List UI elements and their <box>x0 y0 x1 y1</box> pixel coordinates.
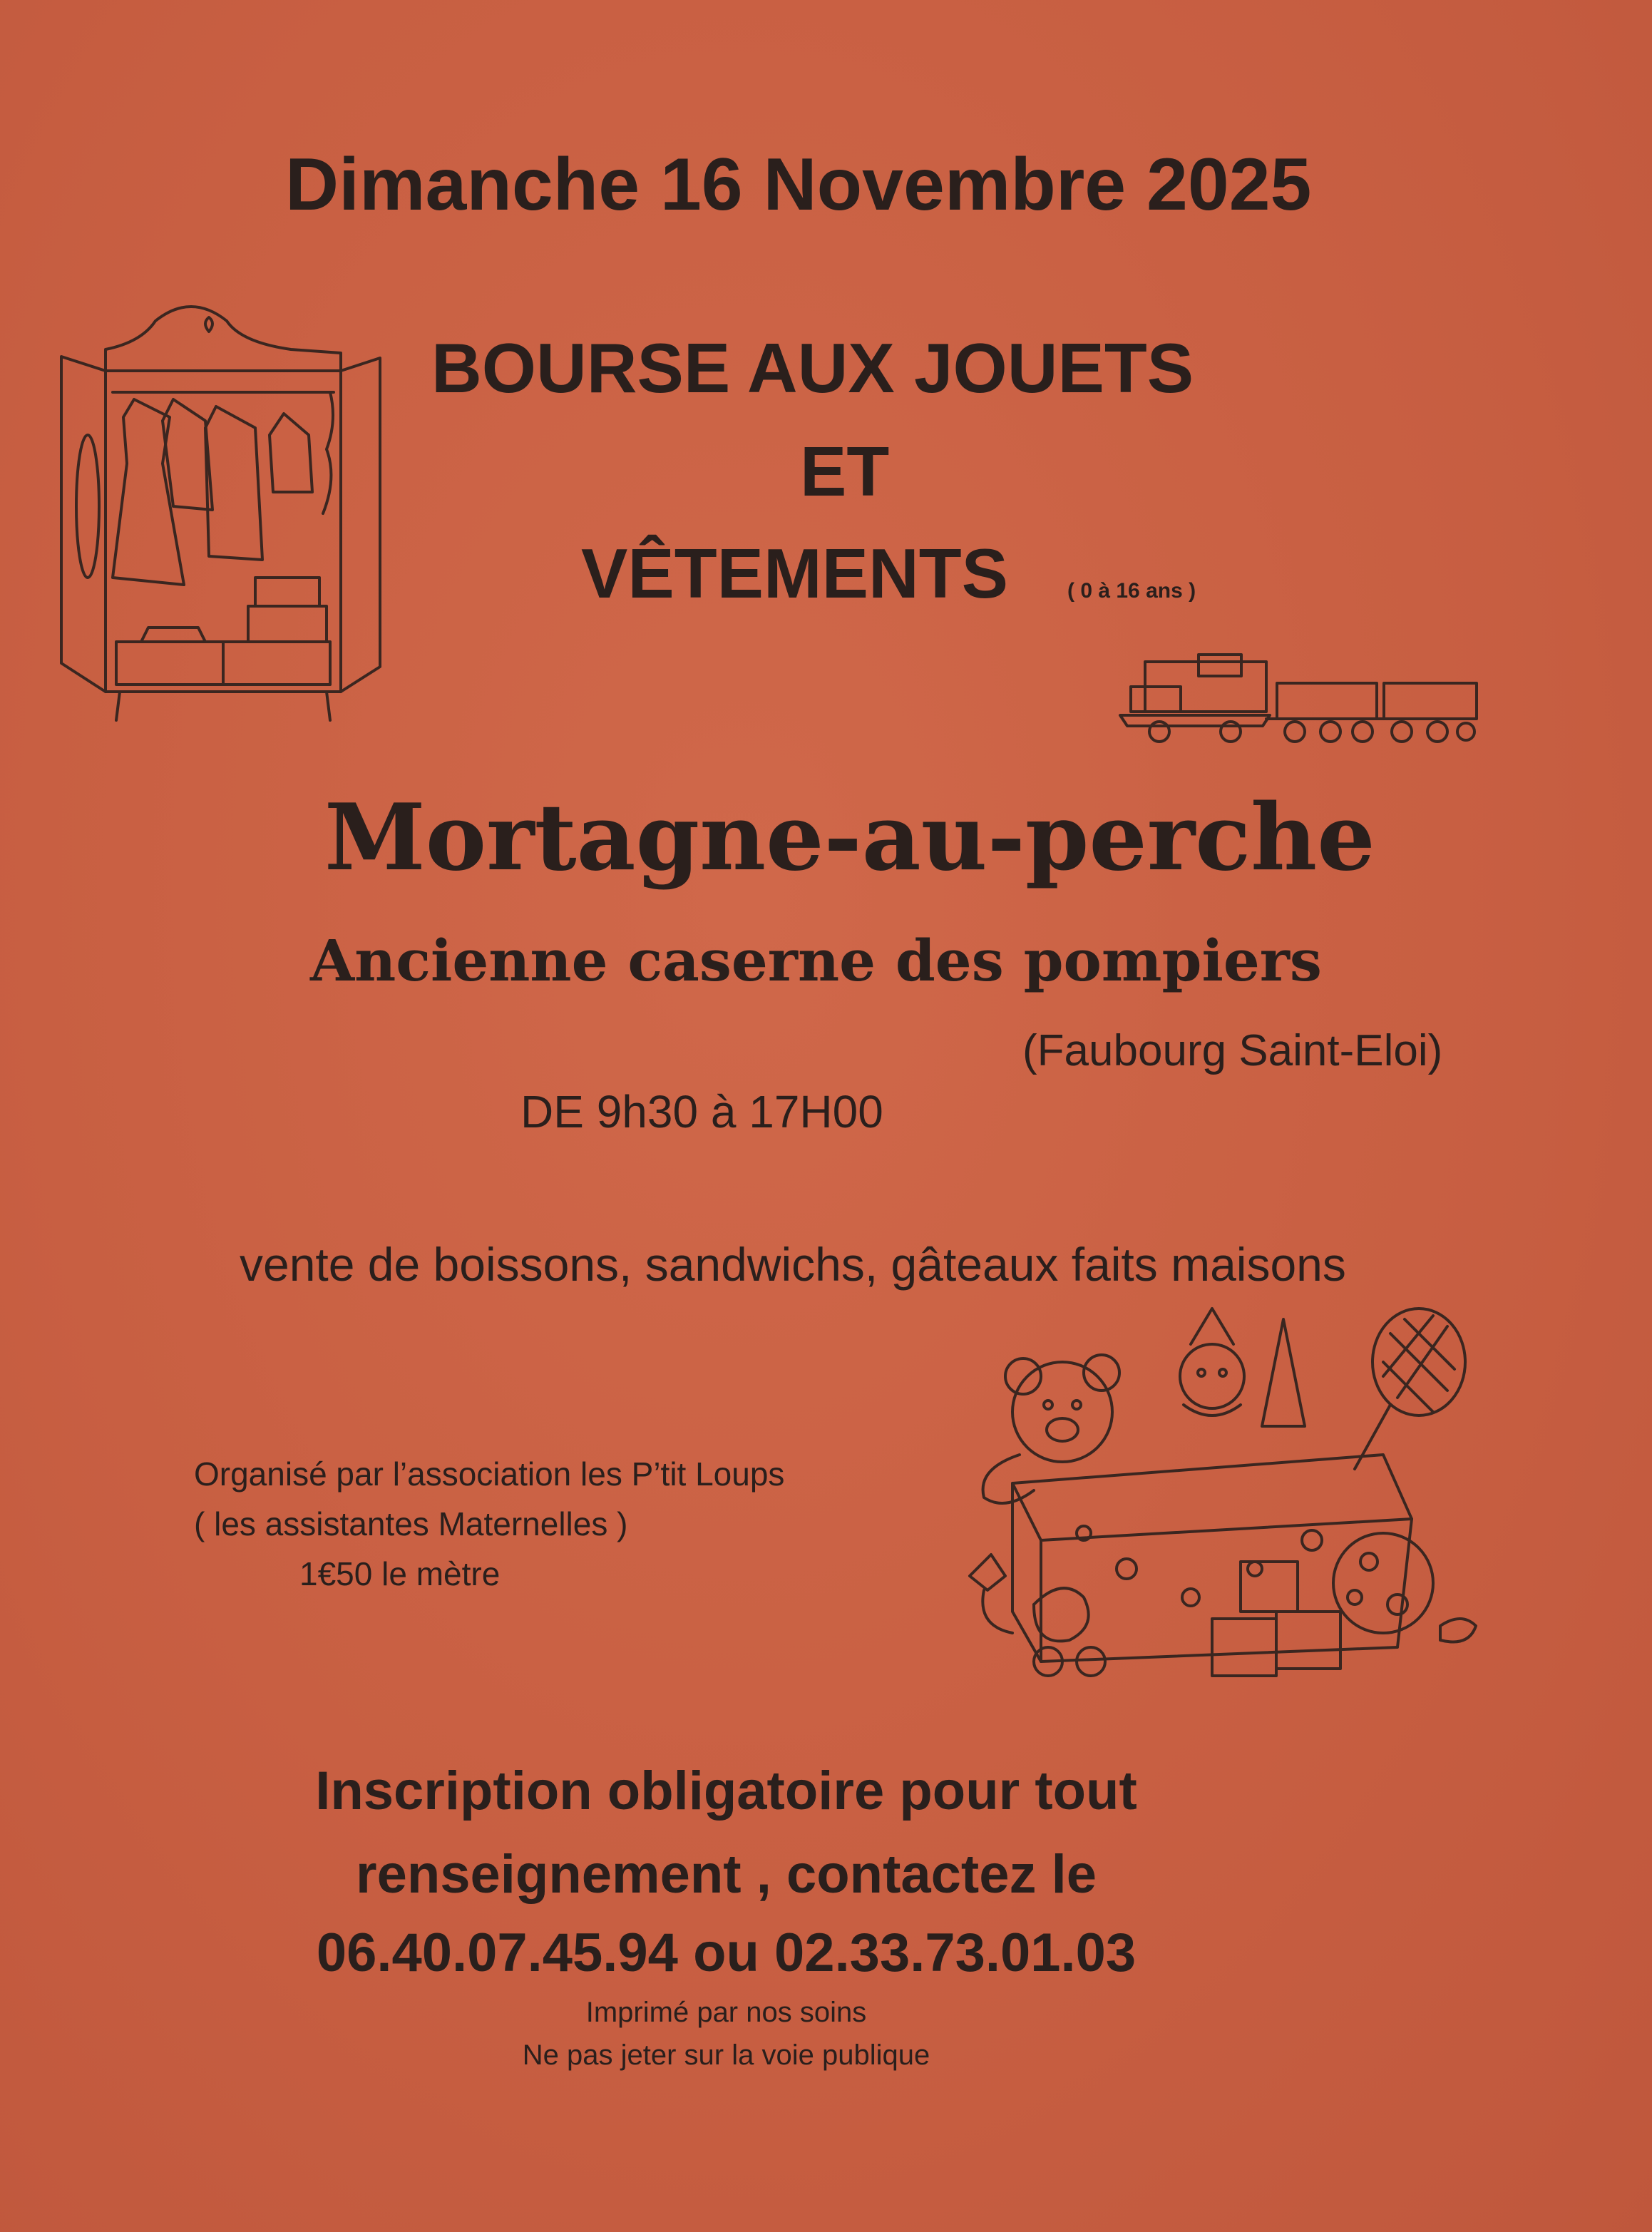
opening-hours: DE 9h30 à 17H00 <box>520 1086 883 1137</box>
inscription-line-2: renseignement , contactez le <box>356 1844 1097 1905</box>
title-line-3: VÊTEMENTS <box>581 534 1008 613</box>
organizer-line-1: Organisé par l’association les P’tit Loups <box>194 1455 785 1493</box>
age-range: ( 0 à 16 ans ) <box>1067 579 1196 603</box>
litter-notice: Ne pas jeter sur la voie publique <box>522 2039 930 2071</box>
venue-detail: (Faubourg Saint-Eloi) <box>1022 1026 1443 1075</box>
organizer-line-2: ( les assistantes Maternelles ) <box>194 1505 628 1542</box>
venue-name: Ancienne caserne des pompiers <box>310 927 1322 994</box>
title-line-2: ET <box>800 432 890 511</box>
inscription-line-1: Inscription obligatoire pour tout <box>315 1761 1137 1821</box>
refreshments-note: vente de boissons, sandwichs, gâteaux faits maisons <box>240 1238 1346 1291</box>
toy-box-icon <box>955 1305 1483 1704</box>
stall-price: 1€50 le mètre <box>299 1555 501 1592</box>
wardrobe-icon <box>56 292 391 734</box>
contact-phones: 06.40.07.45.94 ou 02.33.73.01.03 <box>316 1923 1137 1983</box>
title-line-1: BOURSE AUX JOUETS <box>431 329 1194 407</box>
printed-by-note: Imprimé par nos soins <box>585 1997 867 2028</box>
toy-train-icon <box>1117 647 1480 747</box>
city-name: Mortagne-au-perche <box>324 784 1375 891</box>
event-date: Dimanche 16 Novembre 2025 <box>285 143 1312 226</box>
